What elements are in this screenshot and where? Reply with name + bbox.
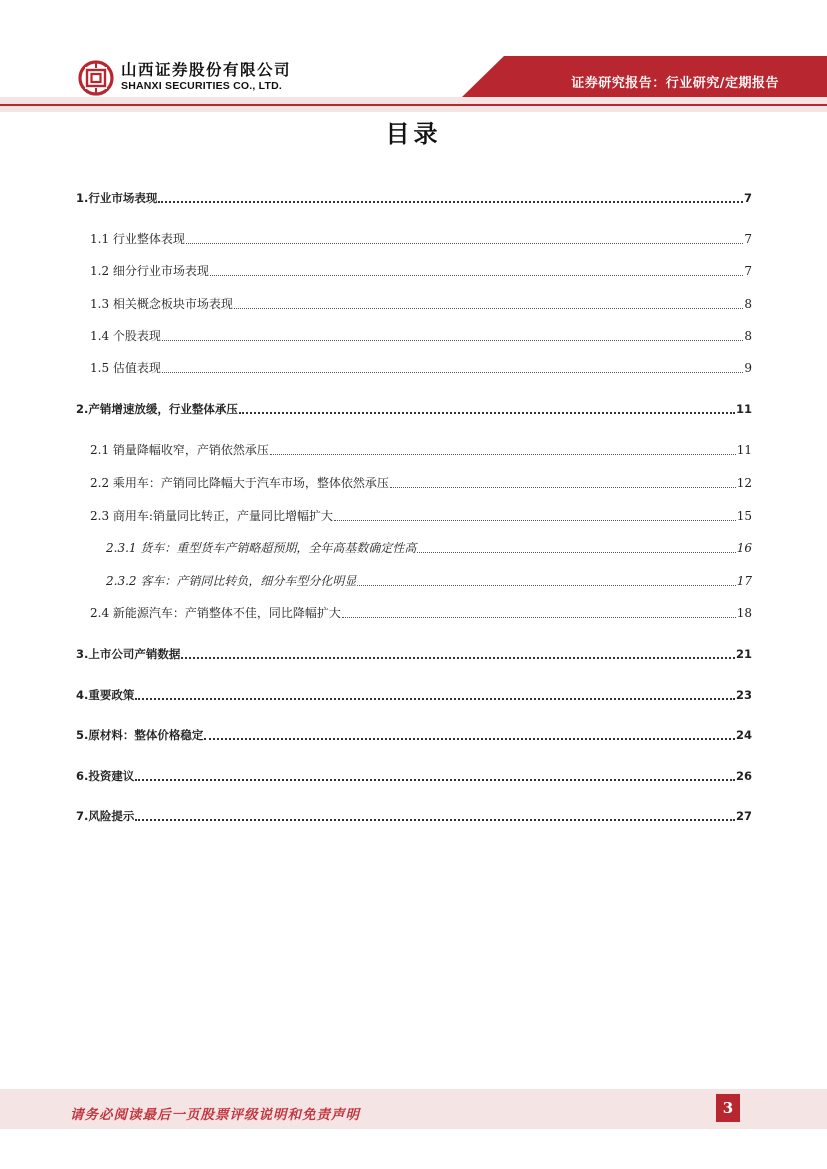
toc-entry-page: 12 xyxy=(736,476,752,490)
toc-entry[interactable] xyxy=(90,259,752,279)
toc-leader-dots xyxy=(181,656,735,659)
company-logo-icon xyxy=(78,60,114,96)
toc-entry-label: 2.3.2 客车：产销同比转负，细分车型分化明显 xyxy=(106,574,357,588)
toc-entry-label: 4.重要政策 xyxy=(76,688,135,702)
toc-leader-dots xyxy=(390,486,736,488)
toc-entry-page: 11 xyxy=(736,443,752,457)
toc-leader-dots xyxy=(342,616,736,618)
toc-leader-dots xyxy=(162,371,743,373)
toc-entry-label: 1.2 细分行业市场表现 xyxy=(90,264,209,278)
toc-leader-dots xyxy=(162,339,743,341)
toc-entry-label: 1.3 相关概念板块市场表现 xyxy=(90,297,233,311)
toc-entry-page: 7 xyxy=(744,264,752,278)
toc-entry[interactable] xyxy=(90,471,752,491)
toc-entry[interactable] xyxy=(76,683,752,703)
toc-entry-page: 16 xyxy=(736,541,752,555)
toc-entry-label: 2.产销增速放缓，行业整体承压 xyxy=(76,402,238,416)
toc-entry-page: 23 xyxy=(735,688,752,702)
toc-entry[interactable] xyxy=(76,186,752,206)
toc-entry[interactable] xyxy=(90,324,752,344)
toc-entry-label: 5.原材料：整体价格稳定 xyxy=(76,728,204,742)
company-name xyxy=(121,61,291,93)
toc-leader-dots xyxy=(270,453,736,455)
toc-entry-label: 6.投资建议 xyxy=(76,769,135,783)
toc-entry[interactable] xyxy=(76,804,752,824)
disclaimer-text: 请务必阅读最后一页股票评级说明和免责声明 xyxy=(70,1107,360,1123)
toc-leader-dots xyxy=(135,818,735,821)
toc-leader-dots xyxy=(210,274,743,276)
toc-entry[interactable] xyxy=(76,642,752,662)
toc-entry[interactable] xyxy=(90,438,752,458)
toc-entry[interactable] xyxy=(90,292,752,312)
toc-entry-label: 2.2 乘用车：产销同比降幅大于汽车市场，整体依然承压 xyxy=(90,476,389,490)
toc-leader-dots xyxy=(158,200,743,203)
toc-entry-page: 24 xyxy=(735,728,752,742)
company-name-cn: 山西证券股份有限公司 xyxy=(121,61,292,79)
toc-leader-dots xyxy=(204,737,735,740)
toc-entry[interactable] xyxy=(76,723,752,743)
toc-entry-label: 3.上市公司产销数据 xyxy=(76,647,181,661)
toc-entry-label: 2.1 销量降幅收窄，产销依然承压 xyxy=(90,443,269,457)
toc-leader-dots xyxy=(234,307,743,309)
toc-leader-dots xyxy=(239,411,735,414)
toc-entry-page: 11 xyxy=(735,402,752,416)
toc-entry[interactable] xyxy=(90,356,752,376)
toc-entry-page: 8 xyxy=(744,297,752,311)
toc-entry-page: 7 xyxy=(743,191,752,205)
toc-entry-label: 1.5 估值表现 xyxy=(90,361,161,375)
toc-leader-dots xyxy=(135,697,735,700)
toc-entry[interactable] xyxy=(76,764,752,784)
toc-leader-dots xyxy=(417,551,735,553)
toc-leader-dots xyxy=(186,242,743,244)
toc-leader-dots xyxy=(135,778,735,781)
toc-entry[interactable] xyxy=(90,227,752,247)
toc-entry-label: 2.4 新能源汽车：产销整体不佳，同比降幅扩大 xyxy=(90,606,341,620)
toc-entry-label: 2.3 商用车:销量同比转正，产量同比增幅扩大 xyxy=(90,509,333,523)
toc-entry-label: 7.风险提示 xyxy=(76,809,135,823)
toc-entry-page: 21 xyxy=(735,647,752,661)
toc-entry-page: 18 xyxy=(736,606,752,620)
toc-entry-page: 26 xyxy=(735,769,752,783)
report-type: 证券研究报告：行业研究/定期报告 xyxy=(571,76,779,91)
toc-entry-page: 17 xyxy=(736,574,752,588)
toc-entry[interactable] xyxy=(90,601,752,621)
toc-entry-page: 7 xyxy=(744,232,752,246)
company-name-en: SHANXI SECURITIES CO., LTD. xyxy=(121,80,282,92)
toc-entry-page: 15 xyxy=(736,509,752,523)
toc-entry-label: 2.3.1 货车：重型货车产销略超预期，全年高基数确定性高 xyxy=(106,541,417,555)
toc-entry-label: 1.4 个股表现 xyxy=(90,329,161,343)
toc-entry[interactable] xyxy=(90,504,752,524)
toc-entry-label: 1.行业市场表现 xyxy=(76,191,158,205)
page-title: 目录 xyxy=(385,120,442,148)
toc-entry-page: 9 xyxy=(744,361,752,375)
page-header xyxy=(0,0,827,112)
header-banner xyxy=(0,0,827,112)
toc-entry-label: 1.1 行业整体表现 xyxy=(90,232,185,246)
toc-entry[interactable] xyxy=(76,397,752,417)
toc-leader-dots xyxy=(357,584,735,586)
page-number: 3 xyxy=(716,1094,740,1122)
toc-entry-page: 8 xyxy=(744,329,752,343)
toc-entry-page: 27 xyxy=(735,809,752,823)
toc-entry[interactable] xyxy=(106,569,752,589)
toc-leader-dots xyxy=(334,519,736,521)
toc-entry[interactable] xyxy=(106,536,752,556)
